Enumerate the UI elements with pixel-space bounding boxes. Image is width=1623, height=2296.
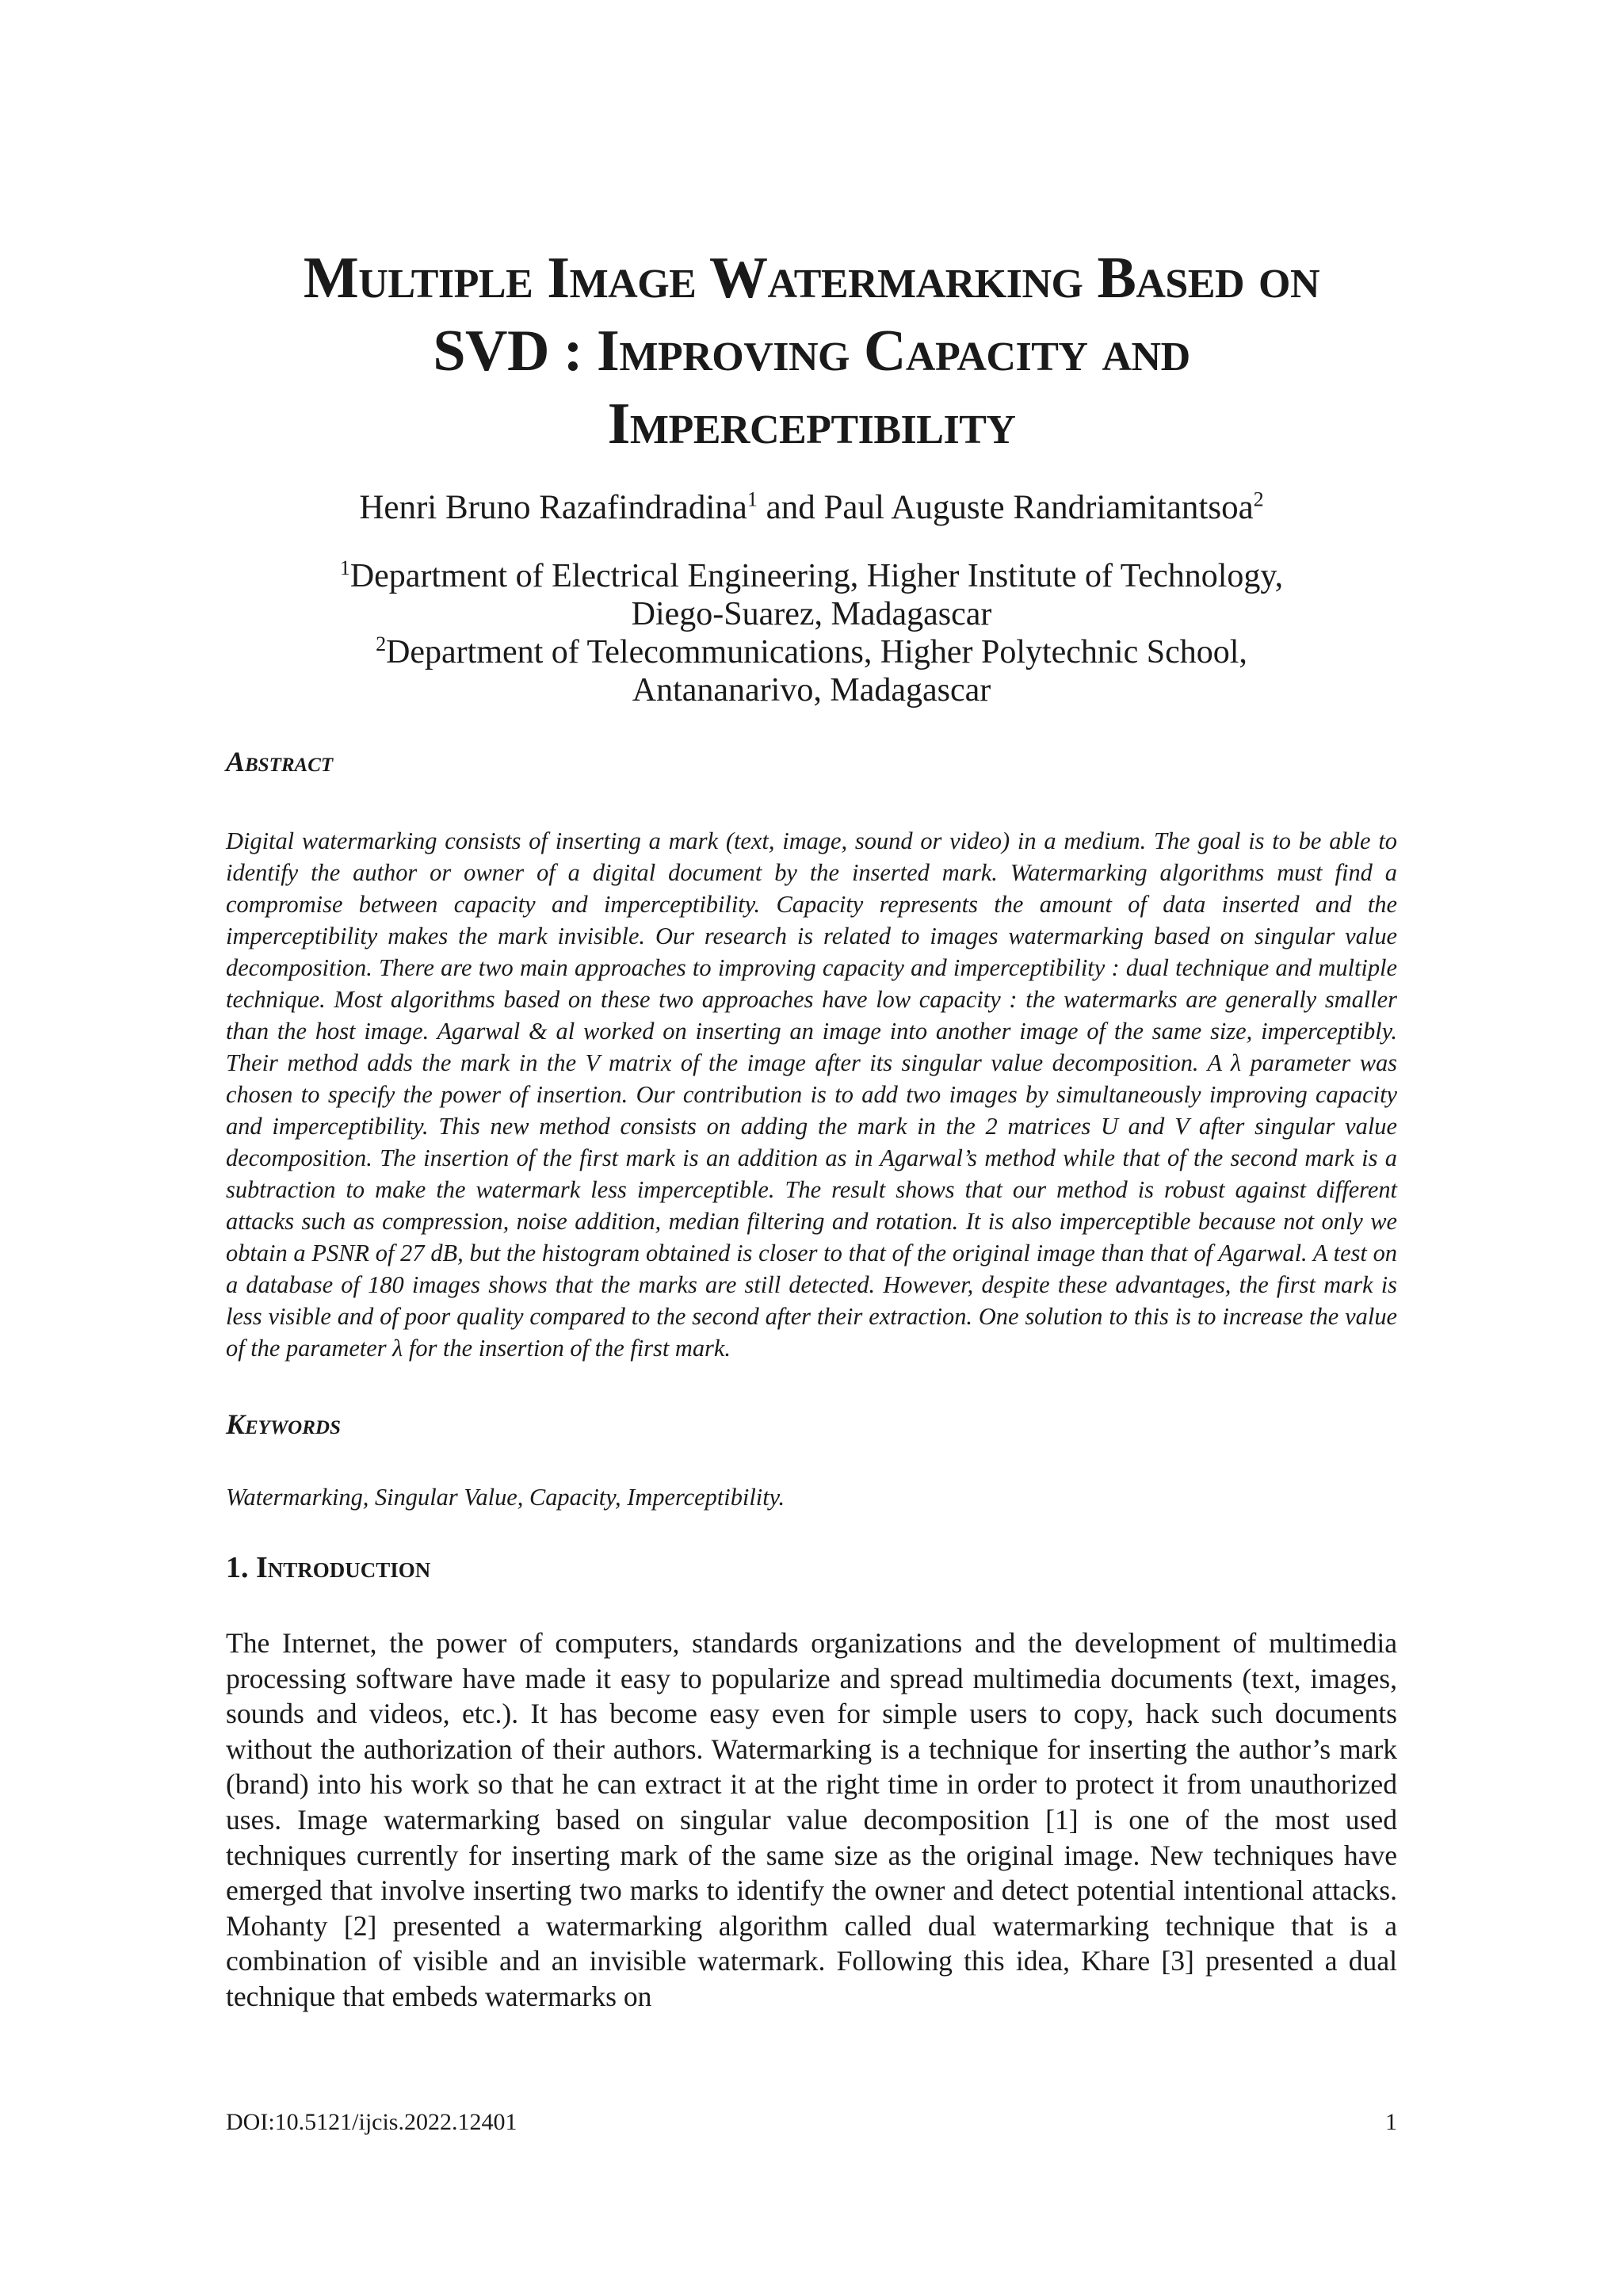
page-number: 1 — [1385, 2109, 1397, 2135]
abstract-text: Digital watermarking consists of inserting a mark (text, image, sound or video) in a medium. The goal is to be able to identify the author or owner of a digital document by the inserted mark. Watermarking algorithms must find a compromise between capacity and imperceptibility. Capacity represents the amount of data inserted and the imperceptibility makes the mark invisible. Our research is related to images watermarking based on singular value decomposition. There are two main approaches to improving capacity and imperceptibility : dual technique and multiple technique. Most algorithms based on these two approaches have low capacity : the watermarks are generally smaller than the host image. Agarwal & al worked on inserting an image into another image of the same size, imperceptibly. Their method adds the mark in the V matrix of the image after its singular value decomposition. A λ parameter was chosen to specify the power of insertion. Our contribution is to add two images by simultaneously improving capacity and imperceptibility. This new method consists on adding the mark in the 2 matrices U and V after singular value decomposition. The insertion of the first mark is an addition as in Agarwal’s method while that of the second mark is a subtraction to make the watermark less imperceptible. The result shows that our method is robust against different attacks such as compression, noise addition, median filtering and rotation. It is also imperceptible because not only we obtain a PSNR of 27 dB, but the histogram obtained is closer to that of the original image than that of Agarwal. A test on a database of 180 images shows that the marks are still detected. However, despite these advantages, the first mark is less visible and of poor quality compared to the second after their extraction. One solution to this is to increase the value of the parameter λ for the insertion of the first mark. — [226, 827, 1397, 1362]
author-list — [226, 487, 1397, 529]
introduction-title: Introduction — [256, 1551, 431, 1584]
page-content — [226, 242, 1397, 2015]
title-line-2: SVD : Improving Capacity and — [433, 319, 1190, 384]
title-line-3: Imperceptibility — [607, 392, 1016, 457]
affiliation-1-line-2: Diego-Suarez, Madagascar — [631, 596, 992, 632]
author-2-name: Paul Auguste Randriamitantsoa — [823, 489, 1254, 526]
keywords-text: Watermarking, Singular Value, Capacity, Imperceptibility. — [226, 1484, 785, 1511]
affiliations — [226, 557, 1397, 709]
title-line-1: Multiple Image Watermarking Based on — [303, 246, 1320, 311]
doi-link: DOI:10.5121/ijcis.2022.12401 — [226, 2109, 517, 2135]
affiliation-1-line-1 — [226, 557, 1397, 595]
abstract-heading: Abstract — [226, 746, 334, 777]
introduction-heading — [226, 1548, 1397, 1587]
author-1-name: Henri Bruno Razafindradina — [359, 489, 747, 526]
author-1-affiliation-mark: 1 — [747, 487, 758, 511]
keywords-heading: Keywords — [226, 1408, 341, 1440]
affiliation-2-text: Department of Telecommunications, Higher Polytechnic School, — [386, 634, 1247, 670]
affiliation-2-line-1 — [226, 633, 1397, 671]
affiliation-1-text: Department of Electrical Engineering, Higher Institute of Technology, — [349, 558, 1284, 594]
introduction-number: 1. — [226, 1551, 256, 1584]
author-2-affiliation-mark: 2 — [1253, 487, 1264, 511]
affiliation-2-line-2: Antananarivo, Madagascar — [632, 672, 991, 709]
paper-title — [226, 242, 1397, 460]
author-connector: and — [757, 489, 824, 526]
introduction-text: The Internet, the power of computers, standards organizations and the development of multimedia processing software have made it easy to popularize and spread multimedia documents (text, images, sounds and videos, etc.). It has become easy even for simple users to copy, hack such documents without the authorization of their authors. Watermarking is a technique for inserting the author’s mark (brand) into his work so that he can extract it at the right time in order to protect it from unauthorized uses. Image watermarking based on singular value decomposition [1] is one of the most used techniques currently for inserting mark of the same size as the original image. New techniques have emerged that involve inserting two marks to identify the owner and detect potential intentional attacks. Mohanty [2] presented a watermarking algorithm called dual watermarking technique that is a combination of visible and an invisible watermark. Following this idea, Khare [3] presented a dual technique that embeds watermarks on — [226, 1627, 1397, 2012]
affiliation-1-mark: 1 — [339, 556, 350, 579]
affiliation-2-mark: 2 — [376, 632, 387, 655]
